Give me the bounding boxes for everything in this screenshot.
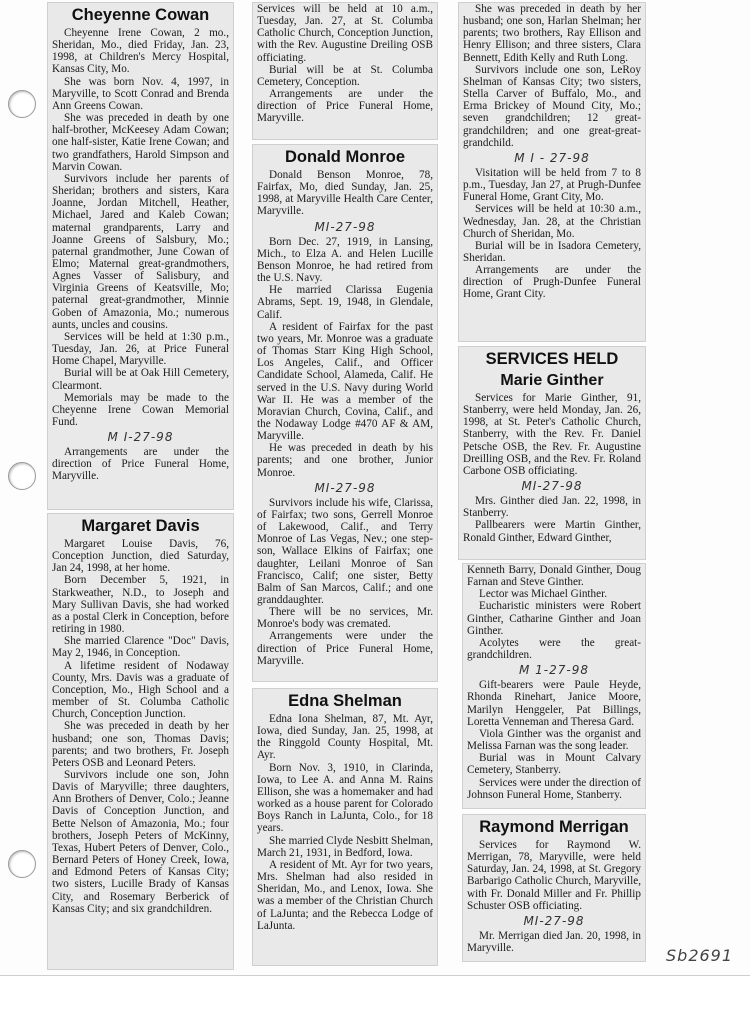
obituary-paragraph: There will be no services, Mr. Monroe's body was cremated. <box>257 606 433 631</box>
obituary-paragraph: Born Nov. 3, 1910, in Clarinda, Iowa, to Lee A. and Anna M. Rains Ellison, she was a homemaker and had worked as a house parent for Colorado Boys Ranch in LaJunta, Colo., for 18 years. <box>257 761 433 835</box>
obituary-paragraph: Survivors include her parents of Sheridan; brothers and sisters, Kara Joanne, Jordan Mitchell, Heather, Michael, Jared and Kaleb Cowan; maternal grandparents, Larry and Joanne Greens of Salsbury, Mo.; paternal grandmother, June Cowan of Elmo; Maternal great-grandmothers, Agnes Vasser of Salisbury, and Virginia Greens of Keatsville, Mo; paternal great-grandmother, Minnie Goben of Amazonia, Mo.; numerous aunts, uncles and cousins. <box>52 172 229 331</box>
obituary-paragraph: Edna Iona Shelman, 87, Mt. Ayr, Iowa, died Sunday, Jan. 25, 1998, at the Ringgold County Hospital, Mt. Ayr. <box>257 713 433 762</box>
section-heading: SERVICES HELD <box>485 350 619 368</box>
obituary-paragraph: A lifetime resident of Nodaway County, Mrs. Davis was a graduate of Conception, Mo., High School and a member of St. Columba Catholic Church, Conception Junction. <box>52 659 229 721</box>
obituary-heading: Raymond Merrigan <box>479 818 629 836</box>
obituary-paragraph: A resident of Fairfax for the past two years, Mr. Monroe was a graduate of Thomas Starr King High School, Los Angeles, Calif., and Officer Candidate School, Alameda, Calif. He served in the U.S. Navy during World War II. He was a member of the Moravian Church, Covina, Calif., and the Nodaway Lodge #470 AF & AM, Maryville. <box>257 320 433 443</box>
handwritten-date: MI-27-98 <box>314 219 376 234</box>
obituary-paragraph: Visitation will be held from 7 to 8 p.m., Tuesday, Jan 27, at Prugh-Dunfee Funeral Home, Grant City, Mo. <box>463 166 641 204</box>
obituary-clipping-merrigan <box>462 814 646 962</box>
obituary-paragraph: Survivors include his wife, Clarissa, of Fairfax; two sons, Gerrell Monroe of Lakewood, Calif., and Terry Monroe of Las Vegas, Nev.; one step-son, Wallace Elkins of Fairfax; one daughter, Leilani Monroe of San Francisco, Calif; one sister, Betty Balm of San Marcos, Calif.; and one granddaughter. <box>257 496 433 606</box>
handwritten-date: M I-27-98 <box>107 430 174 445</box>
obituary-paragraph: Lector was Michael Ginther. <box>479 588 607 601</box>
obituary-paragraph: Memorials may be made to the Cheyenne Irene Cowan Memorial Fund. <box>52 391 229 428</box>
obituary-paragraph: Arrangements are under the direction of Price Funeral Home, Maryville. <box>52 446 229 483</box>
handwritten-date: MI-27-98 <box>523 913 585 928</box>
handwritten-date: M 1-27-98 <box>518 663 589 678</box>
obituary-paragraph: Arrangements were under the direction of Price Funeral Home, Maryville. <box>257 630 433 667</box>
obituary-paragraph: Burial was in Mount Calvary Cemetery, Stanberry. <box>467 752 641 777</box>
obituary-paragraph: Born Dec. 27, 1919, in Lansing, Mich., to Elza A. and Helen Lucille Benson Monroe, he had retired from the U.S. Navy. <box>257 235 433 285</box>
obituary-clipping-davis-continued <box>252 2 438 140</box>
obituary-clipping-monroe <box>252 144 438 682</box>
obituary-paragraph: Cheyenne Irene Cowan, 2 mo., Sheridan, Mo., died Friday, Jan. 23, 1998, at Children's Mercy Hospital, Kansas City, Mo. <box>52 27 229 76</box>
page-margin <box>0 975 750 1034</box>
obituary-paragraph: Kenneth Barry, Donald Ginther, Doug Farnan and Steve Ginther. <box>467 564 641 589</box>
obituary-paragraph: Services will be held at 10 a.m., Tuesday, Jan. 27, at St. Columba Catholic Church, Conception Junction, with the Rev. Augustine Dreiling OSB officiating. <box>257 3 433 64</box>
obituary-paragraph: Born December 5, 1921, in Starkweather, N.D., to Joseph and Mary Sullivan Davis, she had worked as a postal Clerk in Conception, before retiring in 1980. <box>52 574 229 636</box>
obituary-paragraph: She was born Nov. 4, 1997, in Maryville, to Scott Conrad and Brenda Ann Greens Cowan. <box>52 75 229 112</box>
obituary-paragraph: Eucharistic ministers were Robert Ginther, Catharine Ginther and Joan Ginther. <box>467 600 641 637</box>
obituary-heading: Marie Ginther <box>500 372 604 389</box>
obituary-paragraph: Mrs. Ginther died Jan. 22, 1998, in Stanberry. <box>463 495 641 520</box>
obituary-heading: Donald Monroe <box>284 148 406 166</box>
obituary-paragraph: Gift-bearers were Paule Heyde, Rhonda Rinehart, Janice Moore, Marilyn Henggeler, Pat Billings, Loretta Venneman and Theresa Gard. <box>467 679 641 728</box>
punch-hole <box>8 90 36 118</box>
obituary-paragraph: Arrangements are under the direction of Prugh-Dunfee Funeral Home, Grant City. <box>463 264 641 301</box>
obituary-paragraph: Acolytes were the great-grandchildren. <box>467 636 641 662</box>
obituary-paragraph: She was preceded in death by her husband; one son, Harlan Shelman; her parents; two brothers, Ray Ellison and Henry Ellison; and three sisters, Clara Bennett, Edith Kelly and Ruth Long. <box>463 3 641 64</box>
obituary-paragraph: Burial will be at Oak Hill Cemetery, Clearmont. <box>52 367 229 392</box>
obituary-paragraph: She was preceded in death by one half-brother, McKeesey Adam Cowan; one half-sister, Katie Irene Cowan; and two grandfathers, Harold Simpson and Marvin Cowan. <box>52 112 229 173</box>
obituary-paragraph: Margaret Louise Davis, 76, Conception Junction, died Saturday, Jan 24, 1998, at her home. <box>52 538 229 575</box>
obituary-paragraph: Services were under the direction of Johnson Funeral Home, Stanberry. <box>467 776 641 801</box>
obituary-paragraph: Mr. Merrigan died Jan. 20, 1998, in Maryville. <box>467 929 641 955</box>
obituary-paragraph: Survivors include one son, LeRoy Shelman of Kansas City; two sisters, Stella Carver of Buffalo, Mo., and Erma Brickey of Mound City, Mo.; seven grandchildren; 12 great-grandchildren; and one great-great-grandchild. <box>463 63 641 149</box>
obituary-paragraph: Services for Raymond W. Merrigan, 78, Maryville, were held Saturday, Jan. 24, 1998, at St. Gregory Barbarigo Catholic Church, Maryville, with Fr. Donald Miller and Fr. Phillip Schuster OSB officiating. <box>467 839 641 912</box>
obituary-paragraph: Survivors include one son, John Davis of Maryville; three daughters, Ann Brothers of Denver, Colo.; Jeanne Davis of Conception Junction, and Bette Nelson of Amazonia, Mo.; four brothers, Joseph Peters of McKinny, Texas, Hubert Peters of Denver, Colo., Bernard Peters of Honey Creek, Iowa, and Edmond Peters of Kansas City; two sisters, Lucille Brady of Kansas City, and Rosemary Berberick of Kansas City; and six grandchildren. <box>52 768 229 915</box>
obituary-paragraph: Services will be held at 10:30 a.m., Wednesday, Jan. 28, at the Christian Church of Sheridan, Mo. <box>463 203 641 240</box>
obituary-paragraph: A resident of Mt. Ayr for two years, Mrs. Shelman had also resided in Sheridan, Mo., and Lenox, Iowa. She was a member of the Christian Church of LaJunta; and the Rebecca Lodge of LaJunta. <box>257 858 433 932</box>
handwritten-archive-number: Sb2691 <box>666 946 734 965</box>
punch-hole <box>8 850 36 878</box>
obituary-paragraph: Services will be held at 1:30 p.m., Tuesday, Jan. 26, at Price Funeral Home Chapel, Maryville. <box>52 330 229 368</box>
obituary-heading: Margaret Davis <box>81 517 200 535</box>
punch-hole <box>8 462 36 490</box>
obituary-paragraph: Viola Ginther was the organist and Melissa Farnan was the song leader. <box>467 727 641 753</box>
obituary-paragraph: Burial will be at St. Columba Cemetery, Conception. <box>257 63 433 88</box>
handwritten-date: M I - 27-98 <box>514 150 590 165</box>
obituary-paragraph: Burial will be in Isadora Cemetery, Sheridan. <box>463 239 641 264</box>
obituary-clipping-shelman <box>252 688 438 966</box>
obituary-paragraph: She married Clyde Nesbitt Shelman, March 21, 1931, in Bedford, Iowa. <box>257 834 433 859</box>
handwritten-date: MI-27-98 <box>521 479 583 494</box>
obituary-paragraph: She was preceded in death by her husband; one son, Thomas Davis; parents; and two brothers, Fr. Joseph Peters OSB and Leonard Peters. <box>52 720 229 769</box>
obituary-clipping-ginther <box>458 346 646 560</box>
obituary-paragraph: Donald Benson Monroe, 78, Fairfax, Mo, died Sunday, Jan. 25, 1998, at Maryville Health Care Center, Maryville. <box>257 169 433 218</box>
obituary-paragraph: He married Clarissa Eugenia Abrams, Sept. 19, 1948, in Glendale, Calif. <box>257 284 433 321</box>
obituary-clipping-cowan <box>47 2 234 510</box>
obituary-heading: Cheyenne Cowan <box>71 6 210 24</box>
obituary-clipping-shelman-continued <box>458 2 646 342</box>
obituary-paragraph: He was preceded in death by his parents; and one brother, Junior Monroe. <box>257 442 433 479</box>
obituary-paragraph: Arrangements are under the direction of Price Funeral Home, Maryville. <box>257 88 433 125</box>
obituary-clipping-davis <box>47 513 234 970</box>
obituary-paragraph: Pallbearers were Martin Ginther, Ronald Ginther, Edward Ginther, <box>463 519 641 544</box>
handwritten-date: MI-27-98 <box>314 480 376 495</box>
obituary-paragraph: Services for Marie Ginther, 91, Stanberry, were held Monday, Jan. 26, 1998, at St. Peter's Catholic Church, Stanberry, with the Rev. Fr. Daniel Petsche OSB, the Rev. Fr. Augustine Dreilling OSB, and the Rev. Fr. Roland Carbone OSB officiating. <box>463 392 641 477</box>
obituary-heading: Edna Shelman <box>288 692 402 710</box>
obituary-clipping-ginther-continued <box>462 563 646 809</box>
obituary-paragraph: She married Clarence "Doc" Davis, May 2, 1946, in Conception. <box>52 635 229 660</box>
